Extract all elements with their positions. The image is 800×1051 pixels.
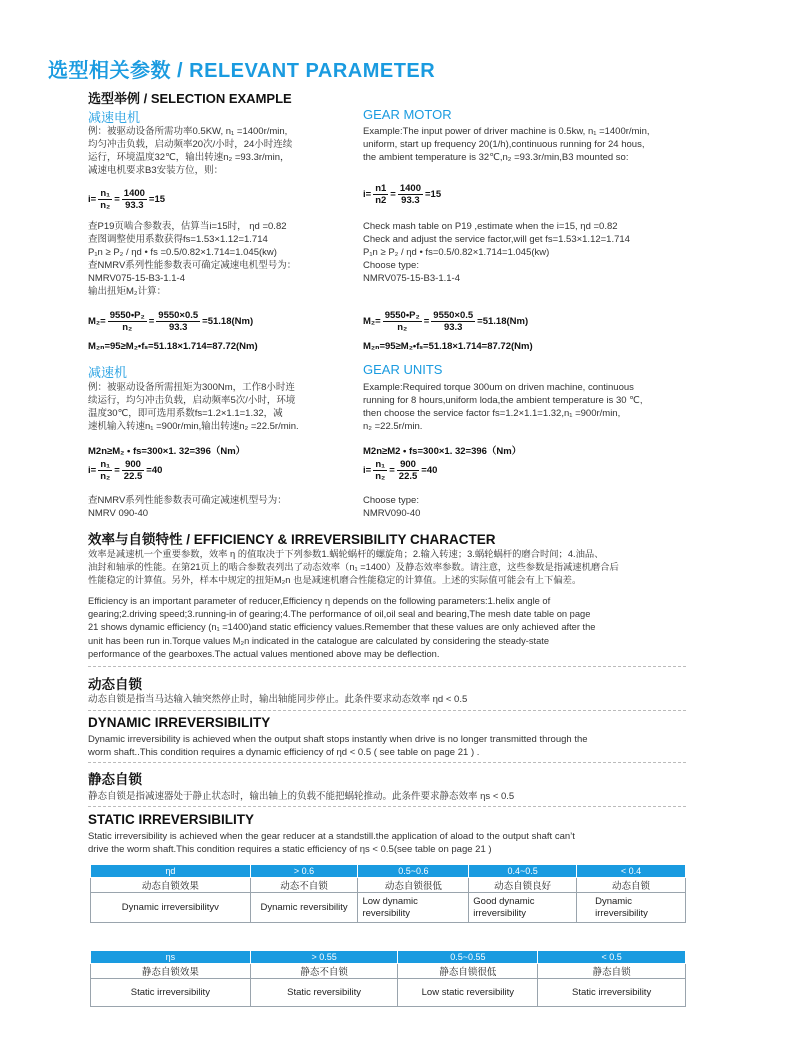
- table-cell: Good dynamic irreversibility: [469, 893, 577, 923]
- en-gear-unit-model: NMRV090-40: [363, 508, 421, 519]
- section-divider: [88, 710, 686, 711]
- section-divider: [88, 762, 686, 763]
- cn-check-steps: 查P19页啮合参数表，估算当i=15时， ηd =0.82 查图调整使用系数获得fs=1.53×1.12=1.714 P₁n ≥ P₂ / ηd • fs =0.5/0.82×1.714=1.045(kw) 查NMRV系列性能参数表可确定减速电机型号为： NMRV075-15-B3-1.1-4 输出扭矩M₂计算：: [88, 221, 297, 297]
- table-header-cell: < 0.5: [538, 951, 686, 964]
- table-cell: 动态自锁: [577, 878, 686, 893]
- cn-gear-motor-heading: 减速电机: [88, 110, 141, 125]
- dynamic-cn-text: 动态自锁是指当马达输入轴突然停止时，输出轴能同步停止。此条件要求动态效率 ηd < 0.5: [88, 694, 468, 705]
- en-check-steps: Check mash table on P19 ,estimate when the i=15, ηd =0.82 Check and adjust the service factor,will get fs=1.53×1.12=1.714 P₁n ≥ P₂ / ηd • fs=0.5/0.82×1.714=1.045(kw) Choose type: NMRV075-15-B3-1.1-4: [363, 221, 630, 284]
- table-cell: 动态不自锁: [250, 878, 358, 893]
- en-gear-units-example: Example:Required torque 300um on driven machine, continuous running for 8 hours,uniform loda,the ambient temperature is 30 ℃, then choose the service factor fs=1.2×1.1=1.32,n₁ =900r/min, n₂ =22.5r/min.: [363, 382, 643, 432]
- section-divider: [88, 806, 686, 807]
- table-cell: 静态自锁很低: [398, 964, 538, 979]
- dynamic-en-text: Dynamic irreversibility is achieved when the output shaft stops instantly when drive is no longer transmitted through the worm shaft..This condition requires a dynamic efficiency of ηd < 0.5 ( see table on page 21 ) .: [88, 734, 588, 758]
- ratio-formula-en: i= $\frac{n1}{n2}$ = $\frac{1400}{93.3}$ =15: [363, 183, 442, 206]
- en-choose-type: Choose type:: [363, 495, 419, 506]
- table-cell: Low dynamic reversibility: [358, 893, 469, 923]
- table-cell: 静态自锁效果: [91, 964, 251, 979]
- rated-torque-check-en: M₂ₙ=95≥M₂•fₛ=51.18×1.714=87.72(Nm): [363, 341, 533, 352]
- en-gear-units-heading: GEAR UNITS: [363, 362, 443, 377]
- page-title: 选型相关参数 / RELEVANT PARAMETER: [48, 60, 436, 82]
- table-cell: 静态不自锁: [250, 964, 398, 979]
- table-header-cell: 0.5~0.55: [398, 951, 538, 964]
- dynamic-irreversibility-table: [90, 864, 686, 923]
- table-cell: 动态自锁良好: [469, 878, 577, 893]
- dynamic-en-heading: DYNAMIC IRREVERSIBILITY: [88, 715, 271, 730]
- gear-unit-torque-en: M2n≥M2 • fs=300×1. 32=396（Nm）: [363, 446, 522, 457]
- dynamic-cn-heading: 动态自锁: [88, 677, 142, 692]
- cn-gear-motor-example: 例：被驱动设备所需功率0.5KW, n₁ =1400r/min, 均匀冲击负载，启动频率20次/小时，24小时连续 运行，环境温度32℃，输出转速n₂ =93.3r/min， 减速电机要求B3安装方位，则：: [88, 126, 293, 176]
- table-header-cell: < 0.4: [577, 865, 686, 878]
- efficiency-heading: 效率与自锁特性 / EFFICIENCY & IRREVERSIBILITY CHARACTER: [88, 532, 496, 547]
- static-cn-heading: 静态自锁: [88, 772, 142, 787]
- table-cell: 静态自锁: [538, 964, 686, 979]
- static-irreversibility-table: [90, 950, 686, 1007]
- table-cell: Static irreversibility: [538, 979, 686, 1007]
- cn-gear-unit-model: NMRV 090-40: [88, 508, 149, 519]
- efficiency-en-text: Efficiency is an important parameter of reducer,Efficiency η depends on the following parameters:1.helix angle of gearing;2.driving speed;3.running-in of gearing;4.The performance of oil,oil seal and bearing,The mesh date table on page 21 shows dynamic efficiency (n₁ =1400)and static efficiency values.Remember that these values are only achieved after the unit has been run in.Torque values M₂n indicated in the catalogue are calculated by considering the steady-state performance of the gearboxes.The actual values mentioned above may be deflection.: [88, 596, 596, 659]
- en-gear-motor-example: Example:The input power of driver machine is 0.5kw, n₁ =1400r/min, uniform, start up frequency 20(1/h),continuous running for 24 hous, the ambient temperature is 32℃,n₂ =93.3r/min,B3 mounted so:: [363, 126, 650, 163]
- table-cell: Static irreversibility: [91, 979, 251, 1007]
- static-en-text: Static irreversibility is achieved when the gear reducer at a standstill.the application of aload to the output shaft can’t drive the worm shaft.This condition requires a static efficiency of ηs < 0.5(see table on page 21 ): [88, 831, 575, 855]
- table-header-cell: 0.5~0.6: [358, 865, 469, 878]
- table-cell: 动态自锁很低: [358, 878, 469, 893]
- gear-unit-ratio-en: i= $\frac{\text{n₁}}{\text{n₂}}$ = $\frac{900}{22.5}$ =40: [363, 459, 438, 482]
- gear-unit-ratio-cn: i= $\frac{\text{n₁}}{\text{n₂}}$ = $\frac{900}{22.5}$ =40: [88, 459, 163, 482]
- table-cell: Static reversibility: [250, 979, 398, 1007]
- efficiency-cn-text: 效率是减速机一个重要参数，效率 η 的值取决于下列参数1.蜗轮蜗杆的螺旋角；2.输入转速；3.蜗轮蜗杆的磨合时间；4.油品、 油封和轴承的性能。在第21页上的啮合参数表列出了动态效率（n₁ =1400）及静态效率参数。请注意，这些参数是指减速机磨合后 性能稳定的计算值。另外，样本中规定的扭矩M₂n 也是减速机磨合性能稳定的计算值。上述的实际值可能会有上下偏差。: [88, 549, 619, 585]
- static-cn-text: 静态自锁是指减速器处于静止状态时，输出轴上的负载不能把蜗轮推动。此条件要求静态效率 ηs < 0.5: [88, 791, 515, 802]
- gear-unit-torque-cn: M2n≥M₂ • fs=300×1. 32=396（Nm）: [88, 446, 246, 457]
- table-cell: Dynamic reversibility: [250, 893, 358, 923]
- table-cell: 动态自锁效果: [91, 878, 251, 893]
- rated-torque-check-cn: M₂ₙ=95≥M₂•fₛ=51.18×1.714=87.72(Nm): [88, 341, 258, 352]
- table-header-cell: > 0.6: [250, 865, 358, 878]
- section-divider: [88, 666, 686, 667]
- table-header-cell: ηs: [91, 951, 251, 964]
- torque-formula-cn: M₂= $\frac{\text{9550•P₂}}{\text{n₂}}$ = $\frac{9550\times 0.5}{93.3}$ =51.18(Nm): [88, 310, 254, 333]
- cn-gear-units-heading: 减速机: [88, 365, 128, 380]
- table-header-cell: ηd: [91, 865, 251, 878]
- table-cell: Dynamic irreversibility: [577, 893, 686, 923]
- cn-gear-units-example: 例：被驱动设备所需扭矩为300Nm，工作8小时连 续运行，均匀冲击负载，启动频率5次/小时，环境 温度30℃，即可选用系数fs=1.2×1.1=1.32，减 速机输入转速n₁ =900r/min,输出转速n₂ =22.5r/min.: [88, 382, 299, 432]
- static-en-heading: STATIC IRREVERSIBILITY: [88, 812, 255, 827]
- table-cell: Low static reversibility: [398, 979, 538, 1007]
- cn-gear-unit-result: 查NMRV系列性能参数表可确定减速机型号为：: [88, 495, 287, 506]
- table-header-cell: 0.4~0.5: [469, 865, 577, 878]
- selection-heading: 选型举例 / SELECTION EXAMPLE: [88, 91, 292, 106]
- en-gear-motor-heading: GEAR MOTOR: [363, 107, 452, 122]
- table-cell: Dynamic irreversibilityv: [91, 893, 251, 923]
- torque-formula-en: M₂= $\frac{\text{9550•P₂}}{\text{n₂}}$ = $\frac{9550\times 0.5}{93.3}$ =51.18(Nm): [363, 310, 529, 333]
- ratio-formula-cn: i= $\frac{\text{n₁}}{\text{n₂}}$ = $\frac{1400}{93.3}$ =15: [88, 188, 166, 211]
- table-header-cell: > 0.55: [250, 951, 398, 964]
